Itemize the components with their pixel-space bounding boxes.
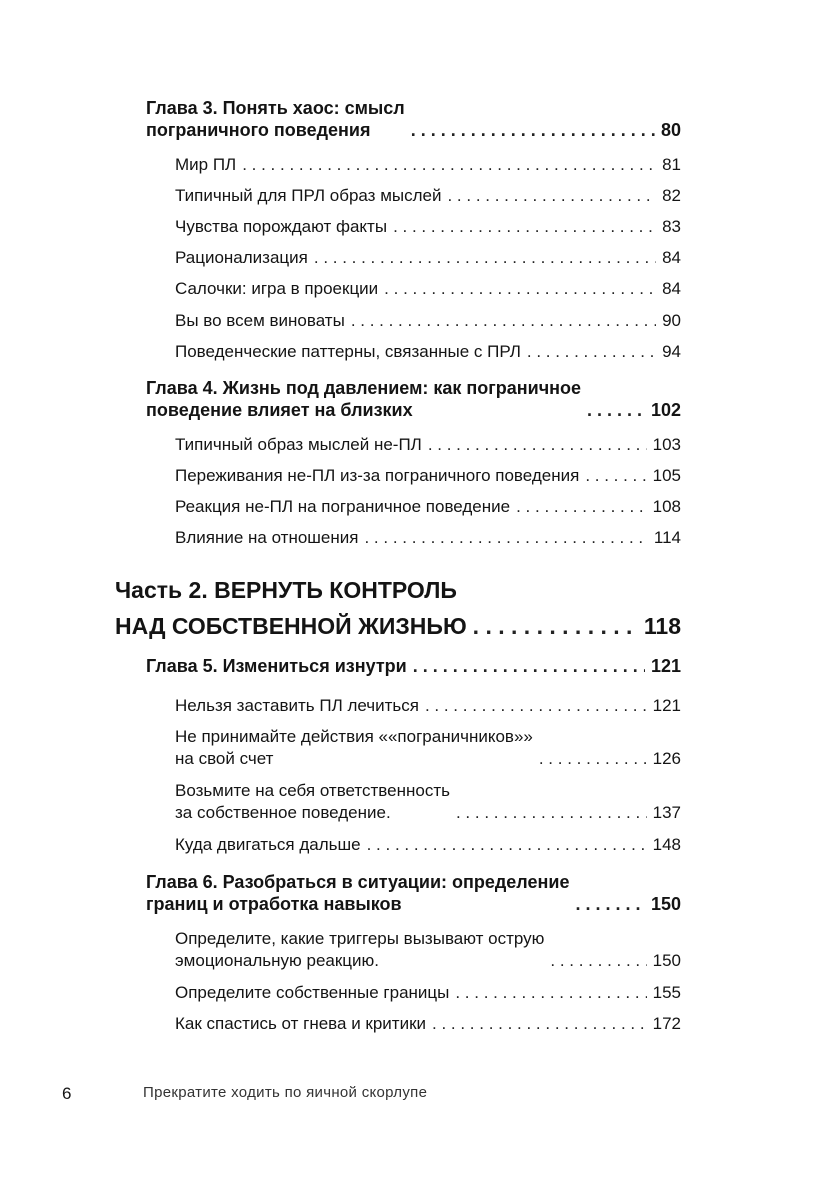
toc-section-entry [175, 310, 681, 332]
toc-section-entry [175, 834, 681, 856]
toc-entry-title-line: Как спастись от гнева и критики [175, 1014, 427, 1033]
toc-entry-title-line: Влияние на отношения [175, 528, 359, 547]
toc-entry-title [175, 982, 449, 1004]
dot-leader [384, 278, 656, 300]
toc-entry-title-line: Глава 5. Измениться изнутри [146, 656, 407, 676]
toc-entry-title-line: Переживания не-ПЛ из-за пограничного поведения [175, 466, 580, 485]
toc-entry-title-line: Типичный для ПРЛ образ мыслей [175, 186, 442, 205]
toc-page-number: 103 [652, 435, 681, 454]
toc-page-number: 155 [652, 983, 681, 1002]
toc-entry-title [175, 928, 544, 972]
dot-leader [432, 1013, 647, 1035]
toc-chapter-entry [146, 655, 681, 677]
toc-section-entry [175, 496, 681, 518]
toc-page-number: 90 [662, 311, 681, 330]
toc-entry-title-line: Глава 3. Понять хаос: смысл [146, 98, 405, 118]
toc-entry-title-line: Глава 6. Разобраться в ситуации: определение [146, 872, 570, 892]
toc-entry-title-line: Вы во всем виноваты [175, 311, 345, 330]
dot-leader [242, 154, 656, 176]
dot-leader [367, 834, 647, 856]
toc-entry-title-line: Определите собственные границы [175, 983, 450, 1002]
toc-entry-title-line: Нельзя заставить ПЛ лечиться [175, 696, 419, 715]
toc-entry-title [175, 247, 308, 269]
toc-entry-title-line: Глава 4. Жизнь под давлением: как пограничное [146, 378, 582, 398]
toc-entry-title [175, 465, 579, 487]
toc-chapter-entry [146, 97, 681, 141]
toc-entry-title-line: Чувства порождают факты [175, 217, 388, 236]
toc-entry-title [175, 216, 387, 238]
toc-page-number: 150 [652, 951, 681, 970]
toc-page-number: 81 [662, 155, 681, 174]
toc-section-entry [175, 695, 681, 717]
toc-section-entry [175, 278, 681, 300]
toc-section-entry [175, 780, 681, 824]
toc-page-number: 137 [652, 803, 681, 822]
toc-entry-title [115, 572, 467, 644]
toc-section-entry [175, 1013, 681, 1035]
toc-section-entry [175, 185, 681, 207]
toc-entry-title [175, 527, 358, 549]
dot-leader [516, 496, 647, 518]
toc-chapter-entry [146, 871, 681, 915]
toc-entry-title-line: границ и отработка навыков [146, 894, 402, 914]
dot-leader [456, 802, 647, 824]
toc-entry-title-line: Рационализация [175, 248, 308, 267]
toc-entry-title [175, 154, 236, 176]
dot-leader [587, 399, 645, 421]
toc-entry-title [175, 341, 521, 363]
toc-entry-title-line: Возьмите на себя ответственность [175, 781, 450, 800]
toc-entry-title-line: на свой счет [175, 749, 274, 768]
toc-entry-title-line: Не принимайте действия ««пограничников»» [175, 727, 533, 746]
toc-entry-title [175, 834, 361, 856]
toc-entry-title [175, 185, 441, 207]
dot-leader [428, 434, 647, 456]
toc-entry-title [146, 377, 581, 421]
toc-entry-title-line: Реакция не-ПЛ на пограничное поведение [175, 497, 511, 516]
toc-entry-title-line: Куда двигаться дальше [175, 835, 361, 854]
dot-leader [314, 247, 656, 269]
dot-leader [447, 185, 656, 207]
toc-page-number: 102 [650, 400, 681, 420]
toc-entry-title-line: Салочки: игра в проекции [175, 279, 379, 298]
toc-entry-title-line: пограничного поведения [146, 120, 371, 140]
dot-leader [550, 950, 646, 972]
toc-entry-title-line: Часть 2. ВЕРНУТЬ КОНТРОЛЬ [115, 577, 457, 603]
toc-page-number: 126 [652, 749, 681, 768]
toc-entry-title-line: за собственное поведение. [175, 803, 391, 822]
toc-entry-title [175, 496, 510, 518]
toc-entry-title-line: поведение влияет на близких [146, 400, 413, 420]
toc-section-entry [175, 434, 681, 456]
toc-page-number: 118 [643, 613, 681, 639]
dot-leader [393, 216, 656, 238]
toc-entry-title [146, 655, 407, 677]
toc-page-number: 108 [652, 497, 681, 516]
toc-page-number: 84 [662, 248, 681, 267]
toc-entry-title-line: Определите, какие триггеры вызывают острую [175, 929, 545, 948]
toc-page-number: 121 [650, 656, 681, 676]
dot-leader [364, 527, 647, 549]
toc-page-number: 150 [650, 894, 681, 914]
toc-section-entry [175, 465, 681, 487]
toc-page-number: 105 [652, 466, 681, 485]
dot-leader [351, 310, 656, 332]
dot-leader [413, 655, 645, 677]
dot-leader [575, 893, 644, 915]
toc-section-entry [175, 216, 681, 238]
page-number: 6 [62, 1084, 72, 1103]
toc-page-number: 172 [652, 1014, 681, 1033]
toc-section-entry [175, 726, 681, 770]
toc-section-entry [175, 527, 681, 549]
toc-section-entry [175, 154, 681, 176]
dot-leader [539, 748, 647, 770]
toc-entry-title [175, 1013, 426, 1035]
toc-entry-title [175, 310, 345, 332]
running-footer-title: Прекратите ходить по яичной скорлупе [143, 1084, 428, 1101]
dot-leader [411, 119, 655, 141]
toc-entry-title [146, 871, 569, 915]
toc-page-number: 82 [662, 186, 681, 205]
toc-entry-title [175, 434, 422, 456]
toc-entry-title [175, 726, 533, 770]
toc-page-number: 84 [662, 279, 681, 298]
dot-leader [527, 341, 656, 363]
toc-part-entry [115, 572, 681, 644]
toc-page-number: 114 [653, 528, 681, 547]
toc-page-number: 80 [660, 120, 681, 140]
toc-section-entry [175, 928, 681, 972]
toc-entry-title [175, 780, 450, 824]
toc-entry-title [175, 695, 419, 717]
toc-entry-title-line: Поведенческие паттерны, связанные с ПРЛ [175, 342, 521, 361]
toc-page-number: 121 [652, 696, 681, 715]
dot-leader [473, 608, 638, 644]
dot-leader [425, 695, 647, 717]
toc-chapter-entry [146, 377, 681, 421]
toc-page-number: 148 [652, 835, 681, 854]
toc-page-number: 94 [662, 342, 681, 361]
toc-entry-title-line: эмоциональную реакцию. [175, 951, 379, 970]
toc-entry-title [175, 278, 378, 300]
toc-entry-title-line: Мир ПЛ [175, 155, 237, 174]
dot-leader [455, 982, 646, 1004]
toc-entry-title-line: НАД СОБСТВЕННОЙ ЖИЗНЬЮ [115, 613, 467, 639]
toc-page-number: 83 [662, 217, 681, 236]
toc-entry-title-line: Типичный образ мыслей не-ПЛ [175, 435, 422, 454]
dot-leader [585, 465, 646, 487]
toc-section-entry [175, 247, 681, 269]
toc-entry-title [146, 97, 405, 141]
toc-section-entry [175, 982, 681, 1004]
toc-section-entry [175, 341, 681, 363]
